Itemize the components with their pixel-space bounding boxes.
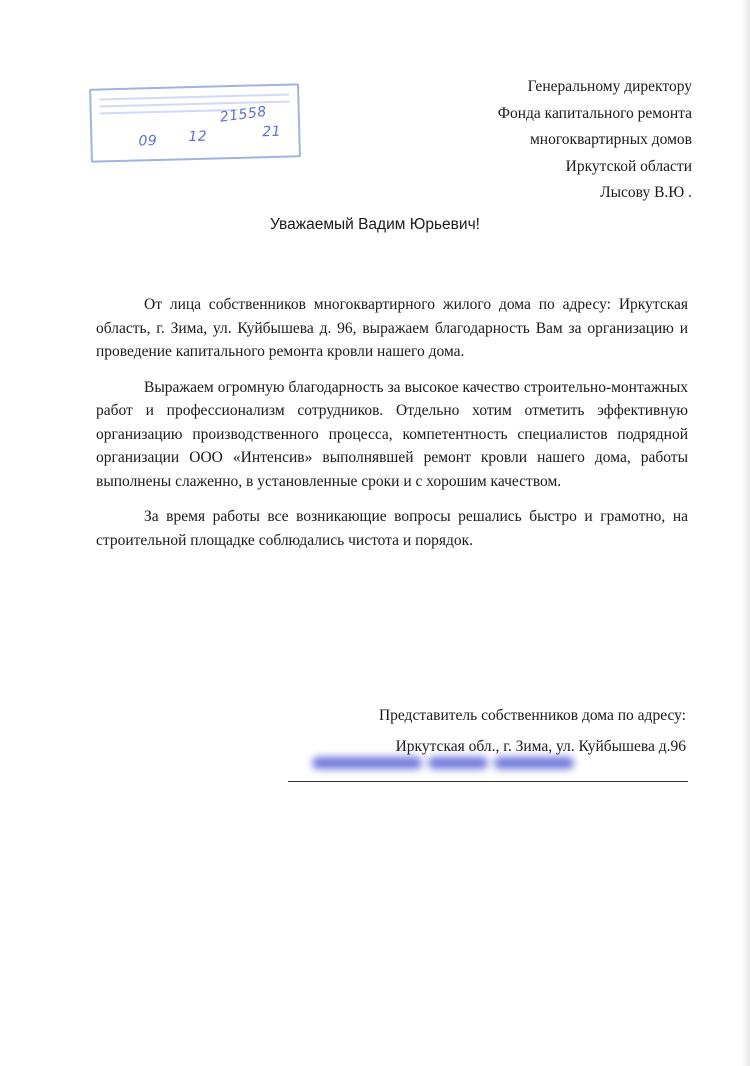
body-paragraph: За время работы все возникающие вопросы решались быстро и грамотно, на строительной площадке соблюдались чистота и порядок. bbox=[96, 508, 688, 549]
addressee-line: многоквартирных домов bbox=[529, 131, 692, 148]
stamp-number: 21558 bbox=[218, 103, 268, 126]
addressee-line: Фонда капитального ремонта bbox=[497, 104, 692, 122]
addressee-line: Лысову В.Ю . bbox=[600, 184, 692, 201]
registration-stamp bbox=[89, 83, 301, 162]
signature-address: Иркутская обл., г. Зима, ул. Куйбышева д.96 bbox=[395, 738, 686, 755]
blurred-signature bbox=[312, 756, 597, 780]
stamp-faint-line bbox=[99, 94, 289, 101]
stamp-day: 09 bbox=[138, 132, 158, 150]
body-paragraph: Выражаем огромную благодарность за высокое качество строительно-монтажных работ и профессионализм сотрудников. Отдельно хотим отметить эффективную организацию производственного процесса, компетентность специалистов подрядной организации ООО «Интенсив» выполнявшей ремонт кровли нашего дома, работы выполнены слаженно, в установленные сроки и с хорошим качеством. bbox=[96, 378, 688, 490]
stamp-month: 12 bbox=[188, 128, 208, 146]
signature-title: Представитель собственников дома по адресу: bbox=[378, 707, 686, 724]
stamp-year: 21 bbox=[262, 123, 282, 141]
addressee-block bbox=[498, 74, 692, 207]
salutation: Уважаемый Вадим Юрьевич! bbox=[270, 216, 480, 233]
signature-block bbox=[379, 700, 686, 762]
signature-line bbox=[288, 780, 688, 782]
addressee-line: Генеральному директору bbox=[527, 78, 692, 95]
letter-body bbox=[96, 293, 688, 564]
stamp-faint-line bbox=[100, 109, 238, 115]
body-paragraph: От лица собственников многоквартирного жилого дома по адресу: Иркутская область, г. Зима, ул. Куйбышева д. 96, выражаем благодарность Вам за организацию и проведение капитального ремонта кровли нашего дома. bbox=[96, 296, 688, 360]
addressee-line: Иркутской области bbox=[565, 157, 692, 175]
